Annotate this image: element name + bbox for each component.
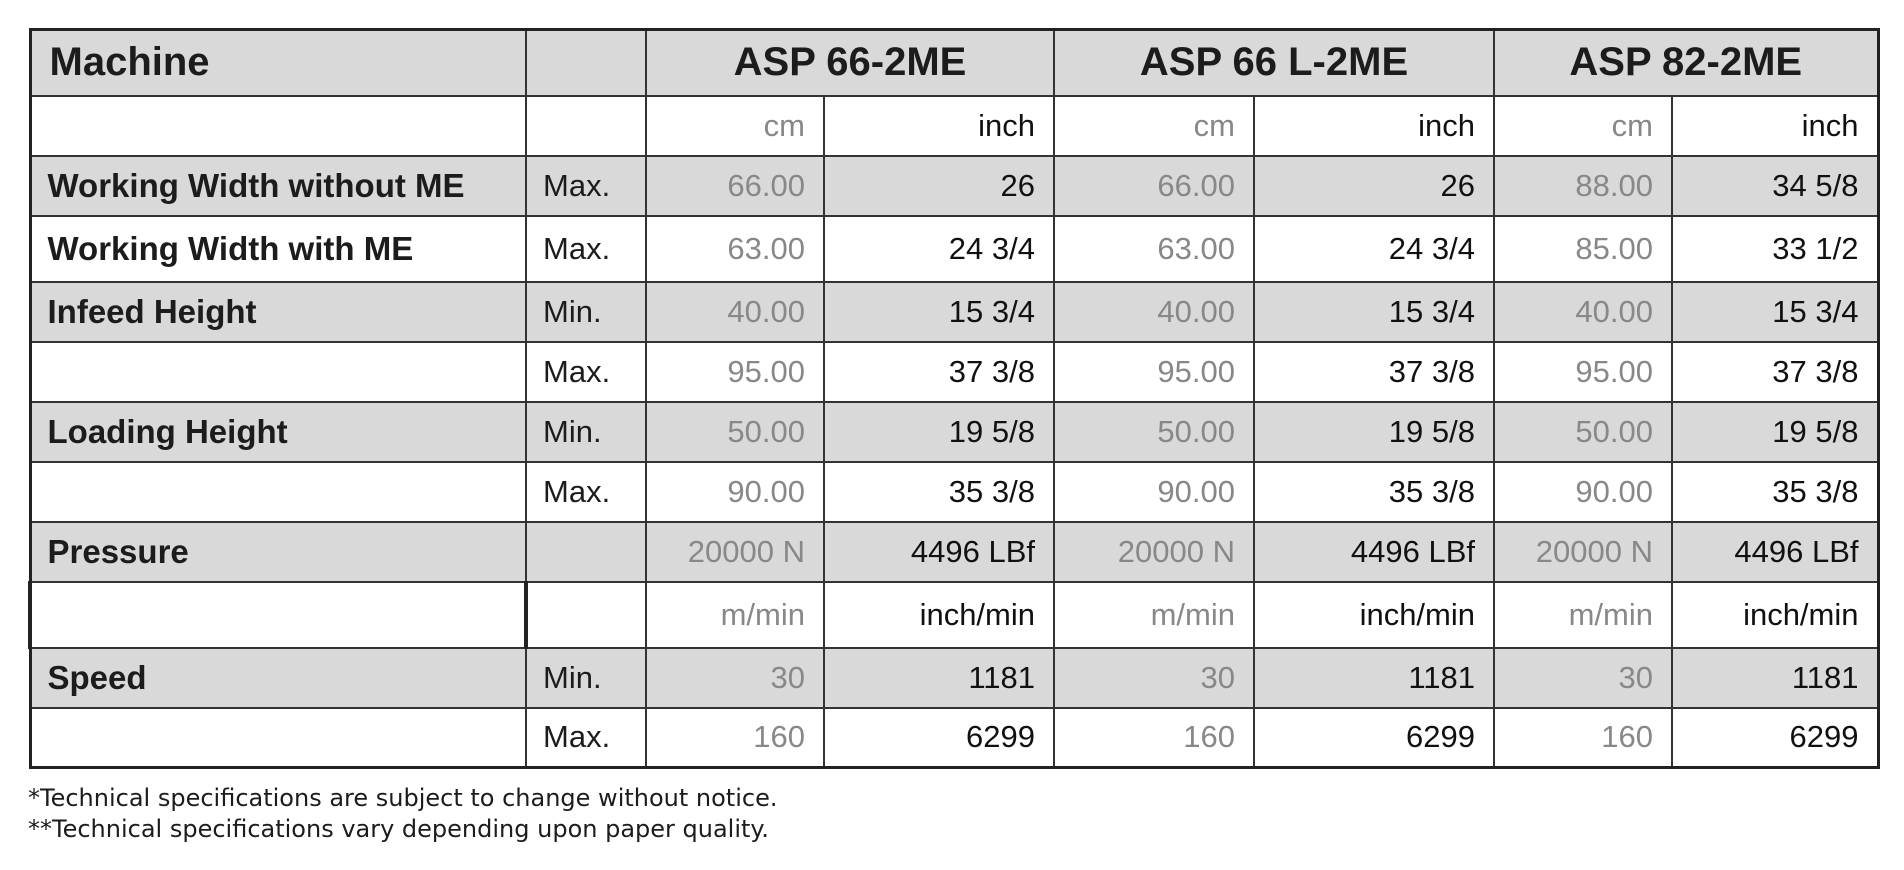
unit-imperial: inch/min [1672, 582, 1878, 648]
spec-label [30, 342, 526, 402]
limit-label: Max. [526, 708, 646, 768]
model-header: ASP 82-2ME [1494, 30, 1878, 96]
metric-value: 88.00 [1494, 156, 1672, 216]
unit-row-spacer [30, 96, 526, 156]
unit-row-spacer [526, 582, 646, 648]
imperial-value: 26 [1254, 156, 1494, 216]
unit-metric: m/min [646, 582, 824, 648]
metric-value: 40.00 [1494, 282, 1672, 342]
metric-value: 90.00 [1054, 462, 1254, 522]
spec-row [30, 342, 1878, 402]
unit-imperial: inch/min [1254, 582, 1494, 648]
spec-row [30, 522, 1878, 582]
metric-value: 63.00 [1054, 216, 1254, 282]
unit-row-spacer [30, 582, 526, 648]
spec-label [30, 708, 526, 768]
unit-row [30, 582, 1878, 648]
metric-value: 50.00 [1054, 402, 1254, 462]
footnotes [28, 783, 777, 845]
unit-imperial: inch [1672, 96, 1878, 156]
spec-rows-b [30, 648, 1878, 768]
unit-imperial: inch [1254, 96, 1494, 156]
metric-value: 90.00 [646, 462, 824, 522]
unit-metric: cm [1054, 96, 1254, 156]
metric-value: 40.00 [646, 282, 824, 342]
imperial-value: 6299 [1254, 708, 1494, 768]
machine-header: Machine [30, 30, 526, 96]
unit-metric: cm [1494, 96, 1672, 156]
spec-label: Speed [30, 648, 526, 708]
metric-value: 20000 N [1494, 522, 1672, 582]
metric-value: 160 [1494, 708, 1672, 768]
spec-label [30, 462, 526, 522]
metric-value: 50.00 [646, 402, 824, 462]
metric-value: 20000 N [646, 522, 824, 582]
unit-metric: cm [646, 96, 824, 156]
metric-value: 20000 N [1054, 522, 1254, 582]
unit-metric: m/min [1494, 582, 1672, 648]
limit-label: Max. [526, 462, 646, 522]
limit-label: Max. [526, 216, 646, 282]
imperial-value: 34 5/8 [1672, 156, 1878, 216]
unit-imperial: inch [824, 96, 1054, 156]
metric-value: 66.00 [1054, 156, 1254, 216]
spec-label: Working Width with ME [30, 216, 526, 282]
imperial-value: 35 3/8 [1672, 462, 1878, 522]
limit-label: Min. [526, 648, 646, 708]
imperial-value: 15 3/4 [1254, 282, 1494, 342]
model-header: ASP 66-2ME [646, 30, 1054, 96]
header-row [30, 30, 1878, 96]
metric-value: 66.00 [646, 156, 824, 216]
imperial-value: 37 3/8 [1672, 342, 1878, 402]
footnote: **Technical specifications vary depending upon paper quality. [28, 815, 769, 843]
unit-imperial: inch/min [824, 582, 1054, 648]
metric-value: 30 [646, 648, 824, 708]
imperial-value: 26 [824, 156, 1054, 216]
limit-label: Min. [526, 402, 646, 462]
header-spacer [526, 30, 646, 96]
unit-row [30, 96, 1878, 156]
spec-label: Pressure [30, 522, 526, 582]
spec-label: Loading Height [30, 402, 526, 462]
unit-metric: m/min [1054, 582, 1254, 648]
imperial-value: 37 3/8 [824, 342, 1054, 402]
limit-label: Min. [526, 282, 646, 342]
spec-row [30, 402, 1878, 462]
spec-label: Working Width without ME [30, 156, 526, 216]
imperial-value: 37 3/8 [1254, 342, 1494, 402]
imperial-value: 35 3/8 [824, 462, 1054, 522]
metric-value: 90.00 [1494, 462, 1672, 522]
metric-value: 95.00 [646, 342, 824, 402]
imperial-value: 19 5/8 [824, 402, 1054, 462]
imperial-value: 15 3/4 [824, 282, 1054, 342]
spec-rows-a [30, 156, 1878, 582]
spec-row [30, 708, 1878, 768]
imperial-value: 35 3/8 [1254, 462, 1494, 522]
imperial-value: 6299 [1672, 708, 1878, 768]
imperial-value: 1181 [1254, 648, 1494, 708]
limit-label: Max. [526, 156, 646, 216]
spec-row [30, 156, 1878, 216]
imperial-value: 24 3/4 [1254, 216, 1494, 282]
spec-table [28, 28, 1880, 769]
metric-value: 85.00 [1494, 216, 1672, 282]
imperial-value: 19 5/8 [1672, 402, 1878, 462]
metric-value: 63.00 [646, 216, 824, 282]
imperial-value: 6299 [824, 708, 1054, 768]
imperial-value: 15 3/4 [1672, 282, 1878, 342]
limit-label [526, 522, 646, 582]
metric-value: 30 [1054, 648, 1254, 708]
metric-value: 50.00 [1494, 402, 1672, 462]
metric-value: 160 [646, 708, 824, 768]
spec-row [30, 648, 1878, 708]
metric-value: 30 [1494, 648, 1672, 708]
model-header: ASP 66 L-2ME [1054, 30, 1494, 96]
spec-label: Infeed Height [30, 282, 526, 342]
metric-value: 95.00 [1054, 342, 1254, 402]
metric-value: 95.00 [1494, 342, 1672, 402]
imperial-value: 4496 LBf [824, 522, 1054, 582]
footnote: *Technical specifications are subject to change without notice. [28, 784, 778, 812]
imperial-value: 4496 LBf [1254, 522, 1494, 582]
limit-label: Max. [526, 342, 646, 402]
imperial-value: 4496 LBf [1672, 522, 1878, 582]
metric-value: 160 [1054, 708, 1254, 768]
spec-row [30, 216, 1878, 282]
imperial-value: 24 3/4 [824, 216, 1054, 282]
spec-row [30, 462, 1878, 522]
imperial-value: 1181 [824, 648, 1054, 708]
spec-row [30, 282, 1878, 342]
metric-value: 40.00 [1054, 282, 1254, 342]
unit-row-spacer [526, 96, 646, 156]
imperial-value: 1181 [1672, 648, 1878, 708]
imperial-value: 33 1/2 [1672, 216, 1878, 282]
imperial-value: 19 5/8 [1254, 402, 1494, 462]
